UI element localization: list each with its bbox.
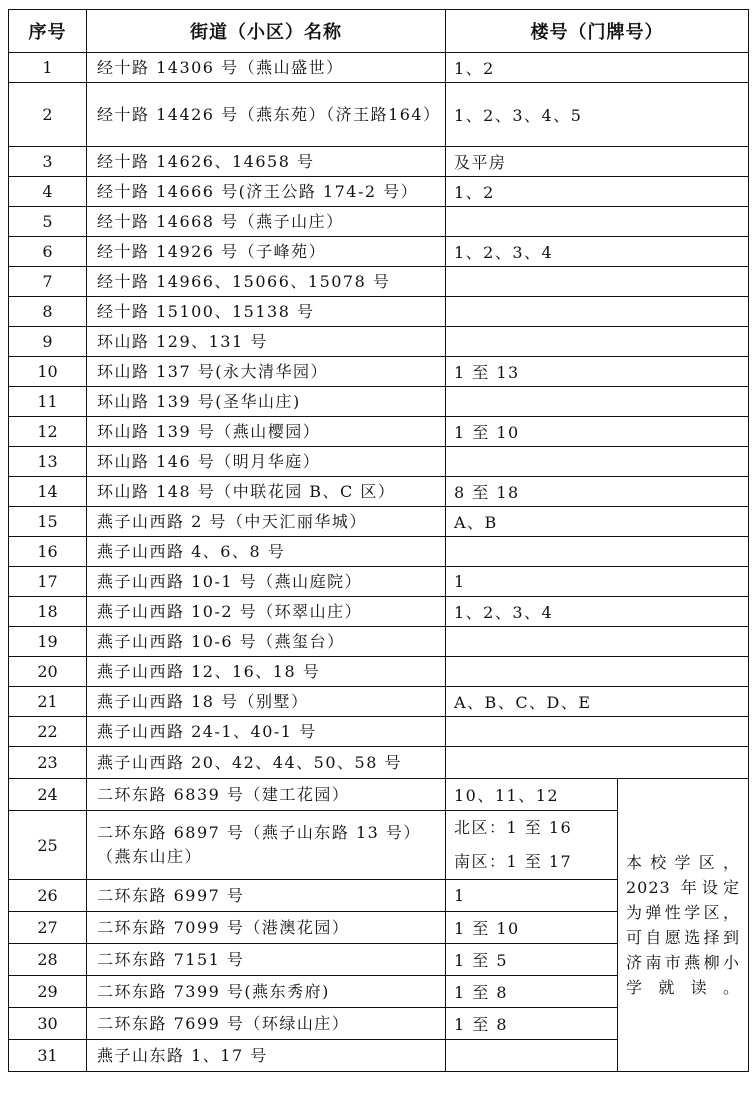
table-row bbox=[9, 747, 749, 779]
street-name-cell: 二环东路 6897 号（燕子山东路 13 号）（燕东山庄） bbox=[87, 811, 446, 880]
street-name-cell: 燕子山西路 20、42、44、50、58 号 bbox=[87, 747, 446, 779]
header-street: 街道（小区）名称 bbox=[87, 10, 446, 53]
south-area-buildings: 南区：1 至 17 bbox=[454, 852, 573, 871]
street-name-cell: 环山路 137 号(永大清华园） bbox=[87, 357, 446, 387]
building-number-cell bbox=[446, 207, 749, 237]
row-number: 22 bbox=[9, 717, 87, 747]
building-number-cell: 1、2 bbox=[446, 177, 749, 207]
building-number-cell bbox=[446, 267, 749, 297]
table-row bbox=[9, 327, 749, 357]
building-number-cell: 1 bbox=[446, 567, 749, 597]
street-name-cell: 环山路 148 号（中联花园 B、C 区） bbox=[87, 477, 446, 507]
street-name-cell: 燕子山东路 1、17 号 bbox=[87, 1040, 446, 1072]
table-row bbox=[9, 53, 749, 83]
table-row bbox=[9, 357, 749, 387]
building-number-cell bbox=[446, 747, 749, 779]
building-number-cell bbox=[446, 447, 749, 477]
building-number-cell: 1、2 bbox=[446, 53, 749, 83]
building-number-cell: 1 bbox=[446, 880, 618, 912]
street-name-cell: 经十路 14926 号（子峰苑） bbox=[87, 237, 446, 267]
street-name-cell: 经十路 14668 号（燕子山庄） bbox=[87, 207, 446, 237]
row-number: 31 bbox=[9, 1040, 87, 1072]
street-name-cell: 二环东路 6839 号（建工花园） bbox=[87, 779, 446, 811]
table-row bbox=[9, 657, 749, 687]
table-row bbox=[9, 147, 749, 177]
building-number-cell: 1 至 8 bbox=[446, 976, 618, 1008]
building-number-cell: 10、11、12 bbox=[446, 779, 618, 811]
table-row bbox=[9, 537, 749, 567]
table-row bbox=[9, 687, 749, 717]
table-row bbox=[9, 507, 749, 537]
table-row bbox=[9, 567, 749, 597]
street-name-cell: 经十路 15100、15138 号 bbox=[87, 297, 446, 327]
table-row bbox=[9, 717, 749, 747]
building-number-cell bbox=[446, 387, 749, 417]
table-row bbox=[9, 627, 749, 657]
row-number: 1 bbox=[9, 53, 87, 83]
street-name-cell: 经十路 14966、15066、15078 号 bbox=[87, 267, 446, 297]
building-number-cell: 1、2、3、4 bbox=[446, 597, 749, 627]
row-number: 24 bbox=[9, 779, 87, 811]
building-number-cell bbox=[446, 537, 749, 567]
north-area-buildings: 北区：1 至 16 bbox=[454, 818, 573, 837]
building-number-cell: 及平房 bbox=[446, 147, 749, 177]
street-name-cell: 经十路 14626、14658 号 bbox=[87, 147, 446, 177]
row-number: 15 bbox=[9, 507, 87, 537]
building-number-cell: 1 至 5 bbox=[446, 944, 618, 976]
header-building: 楼号（门牌号） bbox=[446, 10, 749, 53]
row-number: 19 bbox=[9, 627, 87, 657]
building-number-cell: A、B bbox=[446, 507, 749, 537]
building-number-cell: 1 至 8 bbox=[446, 1008, 618, 1040]
row-number: 28 bbox=[9, 944, 87, 976]
row-number: 13 bbox=[9, 447, 87, 477]
building-number-cell bbox=[446, 657, 749, 687]
street-name-cell: 经十路 14666 号(济王公路 174-2 号） bbox=[87, 177, 446, 207]
row-number: 3 bbox=[9, 147, 87, 177]
table-row bbox=[9, 177, 749, 207]
row-number: 9 bbox=[9, 327, 87, 357]
street-name-cell: 经十路 14426 号（燕东苑）（济王路164） bbox=[87, 83, 446, 147]
street-name-cell: 燕子山西路 10-1 号（燕山庭院） bbox=[87, 567, 446, 597]
street-name-cell: 二环东路 7151 号 bbox=[87, 944, 446, 976]
street-name-cell: 燕子山西路 18 号（别墅） bbox=[87, 687, 446, 717]
building-number-cell: 1、2、3、4 bbox=[446, 237, 749, 267]
row-number: 17 bbox=[9, 567, 87, 597]
building-number-cell: A、B、C、D、E bbox=[446, 687, 749, 717]
row-number: 27 bbox=[9, 912, 87, 944]
table-row bbox=[9, 207, 749, 237]
school-district-table bbox=[8, 9, 749, 1072]
building-number-cell bbox=[446, 1040, 618, 1072]
street-name-cell: 二环东路 7099 号（港澳花园） bbox=[87, 912, 446, 944]
row-number: 20 bbox=[9, 657, 87, 687]
building-number-cell: 1 至 13 bbox=[446, 357, 749, 387]
building-number-cell: 8 至 18 bbox=[446, 477, 749, 507]
building-number-cell: 1 至 10 bbox=[446, 417, 749, 447]
street-name-cell: 环山路 139 号(圣华山庄) bbox=[87, 387, 446, 417]
row-number: 11 bbox=[9, 387, 87, 417]
table-row bbox=[9, 477, 749, 507]
building-number-cell bbox=[446, 627, 749, 657]
row-number: 5 bbox=[9, 207, 87, 237]
table-row bbox=[9, 83, 749, 147]
elastic-district-note: 本校学区，2023 年设定为弹性学区，可自愿选择到济南市燕柳小学就读。 bbox=[618, 779, 749, 1072]
row-number: 23 bbox=[9, 747, 87, 779]
row-number: 12 bbox=[9, 417, 87, 447]
table-row bbox=[9, 297, 749, 327]
table-row bbox=[9, 779, 749, 811]
row-number: 6 bbox=[9, 237, 87, 267]
row-number: 29 bbox=[9, 976, 87, 1008]
row-number: 8 bbox=[9, 297, 87, 327]
table-row bbox=[9, 597, 749, 627]
street-name-cell: 经十路 14306 号（燕山盛世） bbox=[87, 53, 446, 83]
table-row bbox=[9, 417, 749, 447]
row-number: 16 bbox=[9, 537, 87, 567]
header-row bbox=[9, 10, 749, 53]
street-name-cell: 环山路 129、131 号 bbox=[87, 327, 446, 357]
street-name-cell: 二环东路 7399 号(燕东秀府) bbox=[87, 976, 446, 1008]
row-number: 4 bbox=[9, 177, 87, 207]
row-number: 26 bbox=[9, 880, 87, 912]
table-row bbox=[9, 447, 749, 477]
street-name-cell: 燕子山西路 10-2 号（环翠山庄） bbox=[87, 597, 446, 627]
building-number-cell bbox=[446, 297, 749, 327]
table-row bbox=[9, 267, 749, 297]
street-name-cell: 燕子山西路 12、16、18 号 bbox=[87, 657, 446, 687]
building-number-cell bbox=[446, 717, 749, 747]
row-number: 2 bbox=[9, 83, 87, 147]
building-number-cell: 1、2、3、4、5 bbox=[446, 83, 749, 147]
row-number: 25 bbox=[9, 811, 87, 880]
street-name-cell: 环山路 146 号（明月华庭） bbox=[87, 447, 446, 477]
building-number-cell bbox=[446, 327, 749, 357]
building-number-cell bbox=[446, 811, 618, 880]
table-row bbox=[9, 237, 749, 267]
street-name-cell: 燕子山西路 10-6 号（燕玺台） bbox=[87, 627, 446, 657]
row-number: 10 bbox=[9, 357, 87, 387]
street-name-cell: 环山路 139 号（燕山樱园） bbox=[87, 417, 446, 447]
row-number: 18 bbox=[9, 597, 87, 627]
header-seq: 序号 bbox=[9, 10, 87, 53]
row-number: 14 bbox=[9, 477, 87, 507]
street-name-cell: 燕子山西路 2 号（中天汇丽华城） bbox=[87, 507, 446, 537]
row-number: 21 bbox=[9, 687, 87, 717]
table-row bbox=[9, 387, 749, 417]
street-name-cell: 燕子山西路 4、6、8 号 bbox=[87, 537, 446, 567]
street-name-cell: 燕子山西路 24-1、40-1 号 bbox=[87, 717, 446, 747]
street-name-cell: 二环东路 7699 号（环绿山庄） bbox=[87, 1008, 446, 1040]
building-number-cell: 1 至 10 bbox=[446, 912, 618, 944]
row-number: 30 bbox=[9, 1008, 87, 1040]
street-name-cell: 二环东路 6997 号 bbox=[87, 880, 446, 912]
row-number: 7 bbox=[9, 267, 87, 297]
